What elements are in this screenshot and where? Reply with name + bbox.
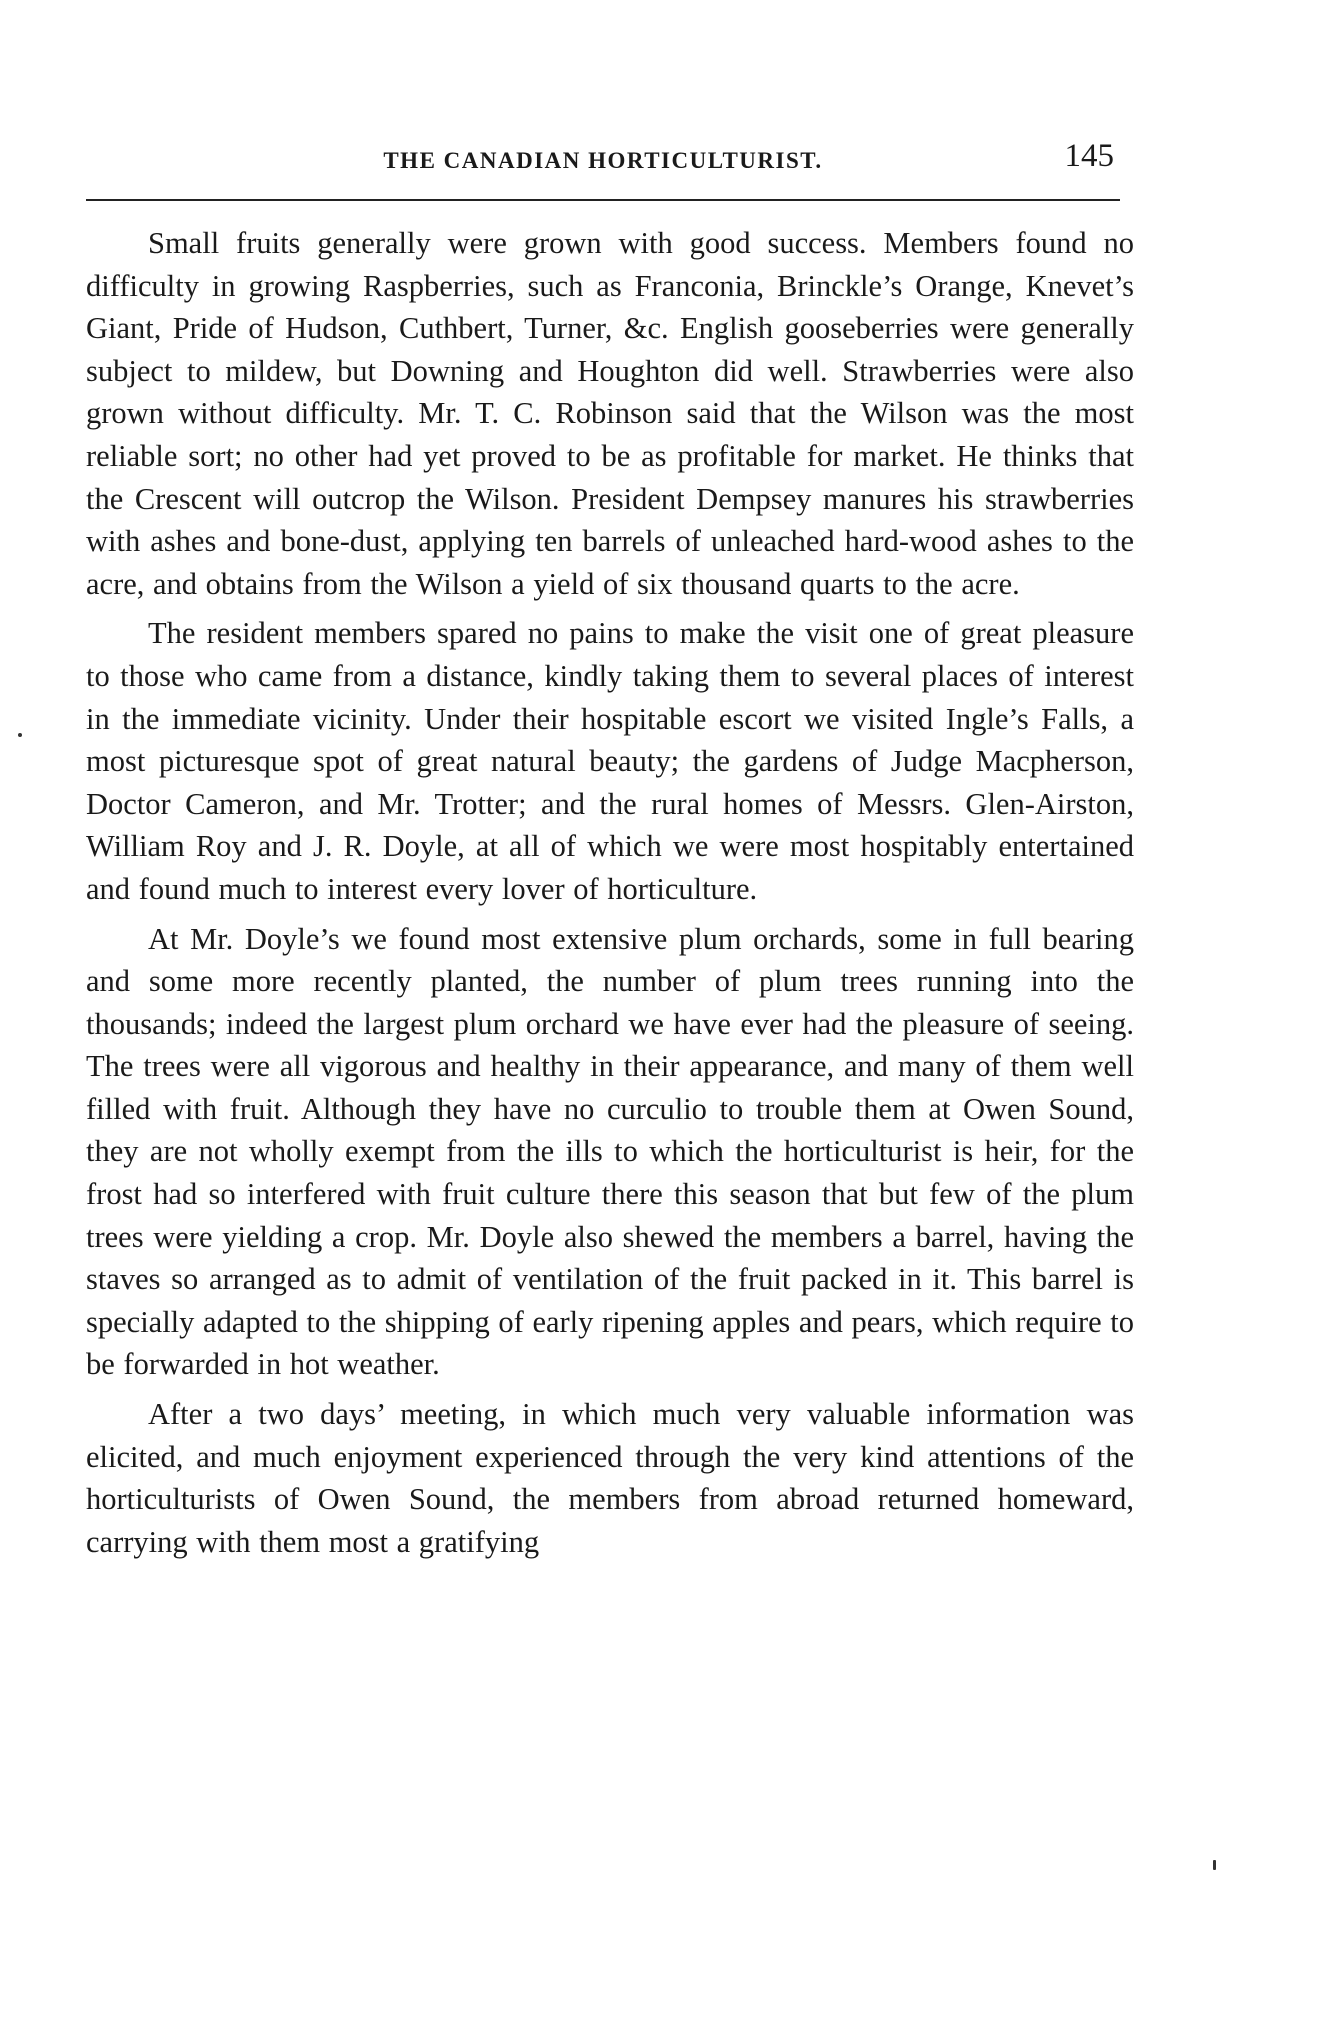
paragraph-resident-members: The resident members spared no pains to make the visit one of great pleasure to those who came from a distance, kindly taking them to several places of interest in the immediate vicinity. Under their hospitable escort we visited Ingle’s Falls, a most picturesque spot of great natural beauty; the gardens of Judge Macpherson, Doctor Cameron, and Mr. Trotter; and the rural homes of Messrs. Glen-Airston, William Roy and J. R. Doyle, at all of which we were most hospitably entertained and found much to interest every lover of horticulture. bbox=[86, 616, 1134, 906]
paragraph-doyle-orchards: At Mr. Doyle’s we found most extensive plum orchards, some in full bearing and some more recently planted, the number of plum trees running into the thousands; indeed the largest plum orchard we have ever had the pleasure of seeing. The trees were all vigorous and healthy in their appearance, and many of them well filled with fruit. Although they have no curculio to trouble them at Owen Sound, they are not wholly exempt from the ills to which the horticulturist is heir, for the frost had so interfered with fruit culture there this season that but few of the plum trees were yielding a crop. Mr. Doyle also shewed the members a barrel, having the staves so arranged as to admit of ventilation of the fruit packed in it. This barrel is specially adapted to the shipping of early ripening apples and pears, which require to be forwarded in hot weather. bbox=[86, 921, 1134, 1382]
body-text bbox=[86, 222, 1134, 1563]
page-number: 145 bbox=[1064, 138, 1114, 174]
scan-speck bbox=[18, 733, 22, 737]
paragraph-small-fruits: Small fruits generally were grown with good success. Members found no difficulty in growing Raspberries, such as Franconia, Brinckle’s Orange, Knevet’s Giant, Pride of Hudson, Cuthbert, Turner, &c. English gooseberries were generally subject to mildew, but Downing and Houghton did well. Strawberries were also grown without difficulty. Mr. T. C. Robinson said that the Wilson was the most reliable sort; no other had yet proved to be as profitable for market. He thinks that the Crescent will outcrop the Wilson. President Dempsey manures his strawberries with ashes and bone-dust, applying ten barrels of unleached hard-wood ashes to the acre, and obtains from the Wilson a yield of six thousand quarts to the acre. bbox=[86, 226, 1134, 601]
running-title: THE CANADIAN HORTICULTURIST. bbox=[383, 148, 823, 173]
paragraph-departure: After a two days’ meeting, in which much very valuable information was elicited, and much enjoyment experienced through the very kind attentions of the horticulturists of Owen Sound, the members from abroad returned homeward, carrying with them most a gratifying bbox=[86, 1397, 1134, 1559]
header-rule bbox=[86, 199, 1120, 201]
running-head bbox=[86, 138, 1120, 188]
scan-speck bbox=[1213, 1860, 1216, 1870]
